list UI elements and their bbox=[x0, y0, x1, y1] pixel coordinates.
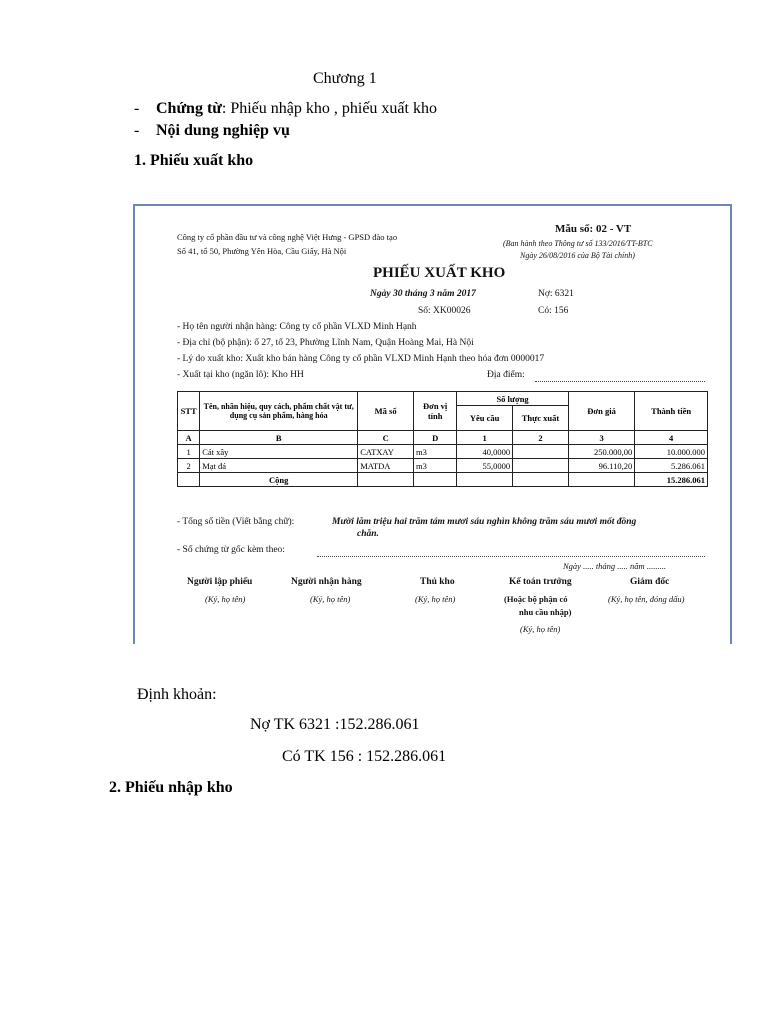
bullet-bold-label: Chứng từ bbox=[156, 100, 222, 117]
table-row bbox=[178, 445, 708, 459]
cell-stt: 2 bbox=[178, 459, 200, 473]
col-letter: C bbox=[358, 431, 414, 445]
signer-title: Thủ kho bbox=[420, 577, 455, 587]
signer-note-3: (Ký, họ tên) bbox=[520, 624, 561, 634]
col-letter: 4 bbox=[635, 431, 708, 445]
col-letter: 2 bbox=[513, 431, 569, 445]
attached-docs-label: - Số chứng từ gốc kèm theo: bbox=[177, 545, 285, 555]
form-note-1: (Ban hành theo Thông tư số 133/2016/TT-BTC bbox=[503, 239, 653, 248]
entry-label: Định khoản: bbox=[137, 686, 217, 703]
bullet-dash: - bbox=[134, 100, 140, 117]
export-voucher-scan bbox=[133, 204, 732, 644]
voucher-number: Số: XK00026 bbox=[418, 306, 471, 316]
header-requested: Yêu cầu bbox=[457, 406, 513, 431]
signer-note-2: nhu cầu nhập) bbox=[519, 607, 572, 617]
table-total-row bbox=[178, 473, 708, 487]
col-letter: D bbox=[414, 431, 457, 445]
header-unit-price: Đơn giá bbox=[568, 392, 634, 431]
chapter-heading: Chương 1 bbox=[313, 70, 377, 87]
voucher-table bbox=[177, 391, 708, 487]
col-letter: 1 bbox=[457, 431, 513, 445]
total-label: Cộng bbox=[200, 473, 358, 487]
cell-stt: 1 bbox=[178, 445, 200, 459]
receiver-line: - Họ tên người nhận hàng: Công ty cổ phần VLXD Minh Hạnh bbox=[177, 322, 417, 332]
amount-in-words-line2: chẵn. bbox=[357, 529, 379, 539]
amount-in-words-label: - Tổng số tiền (Viết bằng chữ): bbox=[177, 517, 295, 527]
section-heading-import: 2. Phiếu nhập kho bbox=[109, 779, 233, 796]
signer-title: Kế toán trưởng bbox=[509, 577, 572, 587]
section-heading-export: 1. Phiếu xuất kho bbox=[134, 152, 254, 169]
signer-note: (Ký, họ tên) bbox=[415, 594, 456, 604]
bullet-content bbox=[134, 122, 290, 140]
bullet-dash: - bbox=[134, 122, 140, 139]
cell-requested: 55,0000 bbox=[457, 459, 513, 473]
table-row bbox=[178, 459, 708, 473]
location-dots bbox=[535, 381, 705, 382]
signer-note: (Hoặc bộ phận có bbox=[504, 594, 568, 604]
sign-date: Ngày ..... tháng ..... năm ......... bbox=[563, 561, 666, 571]
signer-note: (Ký, họ tên, đóng dấu) bbox=[608, 594, 685, 604]
voucher-title: PHIẾU XUẤT KHO bbox=[373, 265, 506, 281]
header-code: Mã số bbox=[358, 392, 414, 431]
header-actual: Thực xuất bbox=[513, 406, 569, 431]
bullet-bold-label: Nội dung nghiệp vụ bbox=[156, 122, 290, 139]
cell-unit-price: 250.000,00 bbox=[568, 445, 634, 459]
form-note-2: Ngày 26/08/2016 của Bộ Tài chính) bbox=[520, 251, 635, 260]
header-quantity: Số lượng bbox=[457, 392, 569, 406]
entry-debit-line: Nợ TK 6321 :152.286.061 bbox=[250, 716, 420, 733]
voucher-date: Ngày 30 tháng 3 năm 2017 bbox=[370, 289, 476, 299]
cell-actual bbox=[513, 445, 569, 459]
signer-title: Người lập phiếu bbox=[187, 577, 253, 587]
header-amount: Thành tiền bbox=[635, 392, 708, 431]
cell-unit-price: 96.110,20 bbox=[568, 459, 634, 473]
signer-note: (Ký, họ tên) bbox=[205, 594, 246, 604]
bullet-text: : Phiếu nhập kho , phiếu xuất kho bbox=[221, 100, 437, 117]
col-letter: A bbox=[178, 431, 200, 445]
header-unit: Đơn vị tính bbox=[414, 392, 457, 431]
reason-line: - Lý do xuất kho: Xuất kho bán hàng Công ty cổ phần VLXD Minh Hạnh theo hóa đơn 0000017 bbox=[177, 354, 545, 364]
attached-docs-dots bbox=[317, 556, 705, 557]
voucher-debit: Nợ: 6321 bbox=[538, 289, 574, 299]
total-amount: 15.286.061 bbox=[635, 473, 708, 487]
cell-unit: m3 bbox=[414, 445, 457, 459]
cell-actual bbox=[513, 459, 569, 473]
bullet-vouchers bbox=[134, 100, 437, 118]
cell-amount: 10.000.000 bbox=[635, 445, 708, 459]
company-name: Công ty cổ phần đầu tư và công nghệ Việt Hưng - GPSD đào tạo bbox=[177, 232, 398, 242]
signer-title: Người nhận hàng bbox=[291, 577, 362, 587]
cell-item-name: Cát xây bbox=[200, 445, 358, 459]
company-address: Số 41, tổ 50, Phường Yên Hòa, Cầu Giấy, Hà Nội bbox=[177, 246, 347, 256]
signer-title: Giám đốc bbox=[630, 577, 670, 587]
form-number: Mẫu số: 02 - VT bbox=[555, 223, 632, 235]
voucher-credit: Có: 156 bbox=[538, 306, 569, 316]
cell-requested: 40,0000 bbox=[457, 445, 513, 459]
cell-amount: 5.286.061 bbox=[635, 459, 708, 473]
header-item-name: Tên, nhãn hiệu, quy cách, phẩm chất vật tư, dụng cụ sản phẩm, hàng hóa bbox=[200, 392, 358, 431]
cell-code: CATXAY bbox=[358, 445, 414, 459]
amount-in-words-line1: Mười lăm triệu hai trăm tám mươi sáu nghìn không trăm sáu mươi mốt đồng bbox=[332, 517, 637, 527]
signer-note: (Ký, họ tên) bbox=[310, 594, 351, 604]
col-letter: B bbox=[200, 431, 358, 445]
address-line: - Địa chỉ (bộ phận): ố 27, tổ 23, Phường Lĩnh Nam, Quận Hoàng Mai, Hà Nội bbox=[177, 338, 474, 348]
warehouse-line: - Xuất tại kho (ngăn lô): Kho HH bbox=[177, 370, 304, 380]
cell-unit: m3 bbox=[414, 459, 457, 473]
header-stt: STT bbox=[178, 392, 200, 431]
entry-credit-line: Có TK 156 : 152.286.061 bbox=[282, 748, 447, 765]
location-label: Địa điểm: bbox=[487, 370, 525, 380]
cell-code: MATDA bbox=[358, 459, 414, 473]
col-letter: 3 bbox=[568, 431, 634, 445]
cell-item-name: Mạt đá bbox=[200, 459, 358, 473]
